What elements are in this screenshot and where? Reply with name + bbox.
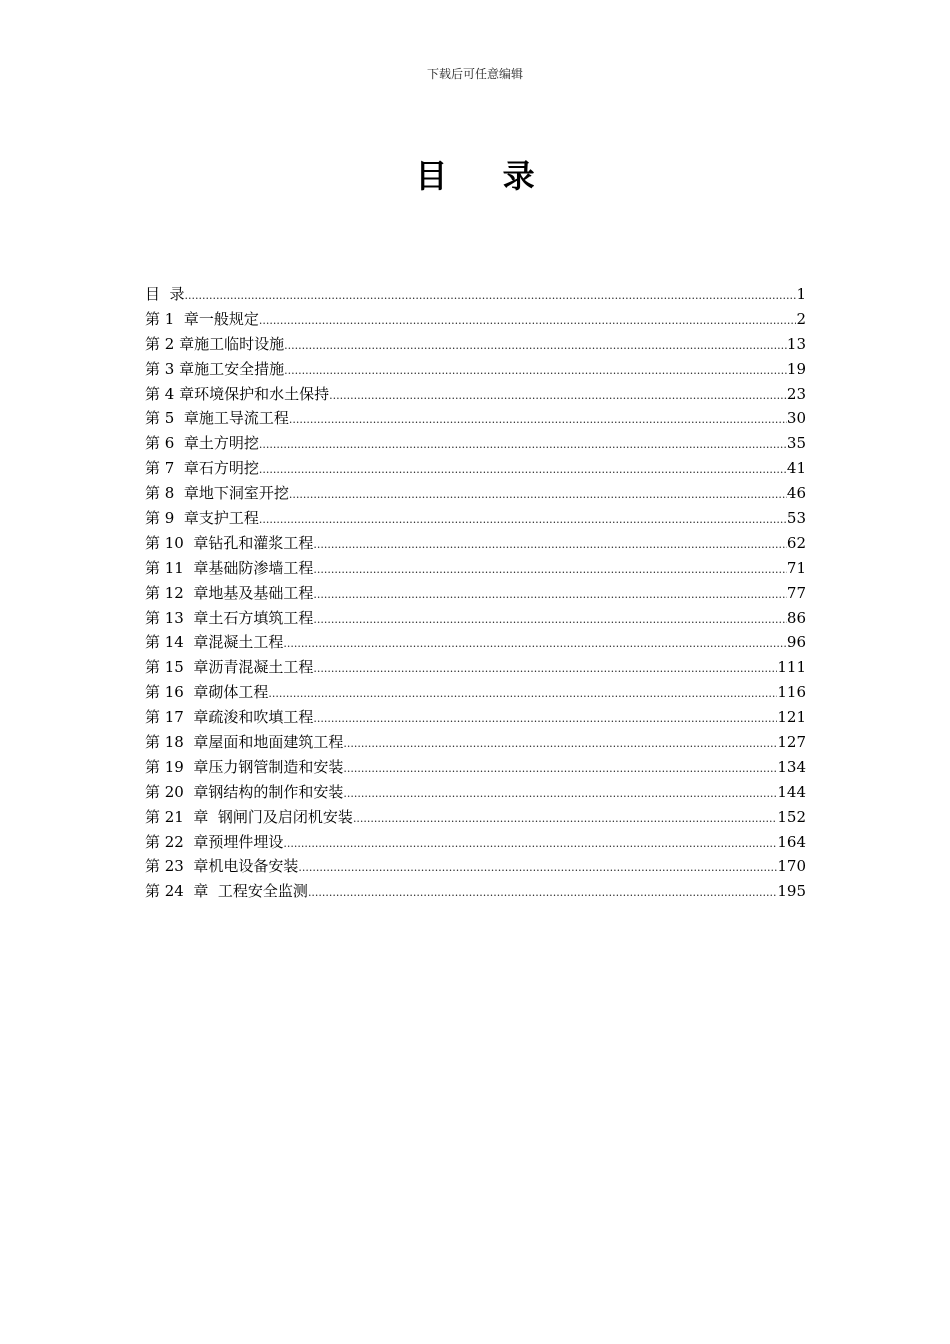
toc-entry-label: 第 17 章疏浚和吹填工程 [145,708,314,727]
toc-entry[interactable] [145,307,806,332]
toc-dot-leader [313,657,777,682]
toc-dot-leader [259,458,787,483]
toc-dot-leader [284,359,787,384]
toc-entry-label: 第 22 章预埋件埋设 [145,832,284,851]
toc-entry[interactable] [145,705,806,730]
toc-entry[interactable] [145,630,806,655]
toc-entry-page: 23 [786,384,806,403]
toc-entry-page: 2 [796,309,806,328]
toc-dot-leader [353,807,777,832]
toc-entry-label: 第 6 章土方明挖 [145,434,259,453]
toc-dot-leader [313,558,787,583]
toc-dot-leader [343,782,777,807]
toc-entry-page: 35 [786,434,806,453]
toc-entry[interactable] [145,556,806,581]
toc-entry[interactable] [145,680,806,705]
toc-entry-label: 第 19 章压力钢管制造和安装 [145,757,344,776]
toc-dot-leader [259,508,787,533]
toc-entry-page: 46 [786,484,806,503]
toc-dot-leader [313,707,777,732]
toc-entry-page: 121 [777,708,806,727]
toc-dot-leader [308,881,777,906]
toc-dot-leader [313,608,787,633]
toc-entry[interactable] [145,282,806,307]
toc-dot-leader [284,334,787,359]
toc-entry-page: 111 [777,658,806,677]
toc-entry-page: 77 [786,583,806,602]
toc-entry-label: 第 24 章 工程安全监测 [145,882,308,901]
page-title: 目 录 [415,157,557,195]
toc-dot-leader [289,408,787,433]
toc-entry[interactable] [145,332,806,357]
header-note: 下载后可任意编辑 [426,67,523,81]
toc-entry-label: 第 2 章施工临时设施 [145,334,285,353]
toc-entry-label: 第 20 章钢结构的制作和安装 [145,782,344,801]
toc-entry[interactable] [145,581,806,606]
toc-dot-leader [298,856,777,881]
toc-entry-page: 127 [777,733,806,752]
toc-dot-leader [283,832,777,857]
toc-entry-page: 13 [786,334,806,353]
toc-entry-page: 96 [786,633,806,652]
toc-entry-page: 116 [777,683,806,702]
toc-entry-page: 62 [786,533,806,552]
toc-entry-label: 第 7 章石方明挖 [145,459,259,478]
toc-entry-page: 71 [786,558,806,577]
toc-dot-leader [185,284,797,309]
toc-entry-page: 41 [786,459,806,478]
toc-dot-leader [343,732,777,757]
toc-entry-label: 第 4 章环境保护和水土保持 [145,384,330,403]
toc-entry-page: 170 [777,857,806,876]
toc-entry[interactable] [145,730,806,755]
toc-entry-page: 164 [777,832,806,851]
toc-entry-label: 第 3 章施工安全措施 [145,359,285,378]
toc-entry[interactable] [145,456,806,481]
toc-entry[interactable] [145,830,806,855]
toc-entry-page: 134 [777,757,806,776]
toc-entry[interactable] [145,780,806,805]
toc-entry[interactable] [145,606,806,631]
toc-entry-label: 第 18 章屋面和地面建筑工程 [145,733,344,752]
toc-entry-page: 30 [786,409,806,428]
toc-entry[interactable] [145,406,806,431]
toc-entry-label: 第 23 章机电设备安装 [145,857,299,876]
toc-entry-page: 86 [786,608,806,627]
toc-entry[interactable] [145,805,806,830]
toc-entry-label: 第 15 章沥青混凝土工程 [145,658,314,677]
toc-entry-page: 195 [777,882,806,901]
table-of-contents [145,282,806,904]
toc-entry-label: 第 10 章钻孔和灌浆工程 [145,533,314,552]
toc-entry[interactable] [145,879,806,904]
toc-entry-page: 53 [786,509,806,528]
toc-entry-label: 第 13 章土石方填筑工程 [145,608,314,627]
toc-entry[interactable] [145,531,806,556]
toc-dot-leader [259,309,797,334]
toc-entry[interactable] [145,655,806,680]
toc-dot-leader [313,533,787,558]
toc-entry-label: 第 11 章基础防渗墙工程 [145,558,314,577]
toc-entry-page: 1 [796,285,806,303]
toc-entry[interactable] [145,481,806,506]
toc-entry-page: 144 [777,782,806,801]
toc-dot-leader [313,583,787,608]
toc-entry-label: 目 录 [145,285,185,303]
toc-entry[interactable] [145,854,806,879]
toc-dot-leader [289,483,787,508]
toc-dot-leader [329,384,787,409]
toc-dot-leader [259,433,787,458]
toc-entry-label: 第 21 章 钢闸门及启闭机安装 [145,807,353,826]
toc-entry[interactable] [145,382,806,407]
toc-dot-leader [283,632,787,657]
toc-entry-label: 第 8 章地下洞室开挖 [145,484,289,503]
toc-entry-page: 19 [786,359,806,378]
toc-entry-label: 第 5 章施工导流工程 [145,409,289,428]
toc-entry-label: 第 1 章一般规定 [145,309,259,328]
toc-entry[interactable] [145,506,806,531]
toc-entry-label: 第 9 章支护工程 [145,509,259,528]
toc-entry[interactable] [145,755,806,780]
toc-entry[interactable] [145,357,806,382]
toc-entry-label: 第 16 章砌体工程 [145,683,269,702]
toc-dot-leader [268,682,777,707]
toc-entry-label: 第 14 章混凝土工程 [145,633,284,652]
toc-entry[interactable] [145,431,806,456]
toc-entry-page: 152 [777,807,806,826]
toc-entry-label: 第 12 章地基及基础工程 [145,583,314,602]
toc-dot-leader [343,757,777,782]
